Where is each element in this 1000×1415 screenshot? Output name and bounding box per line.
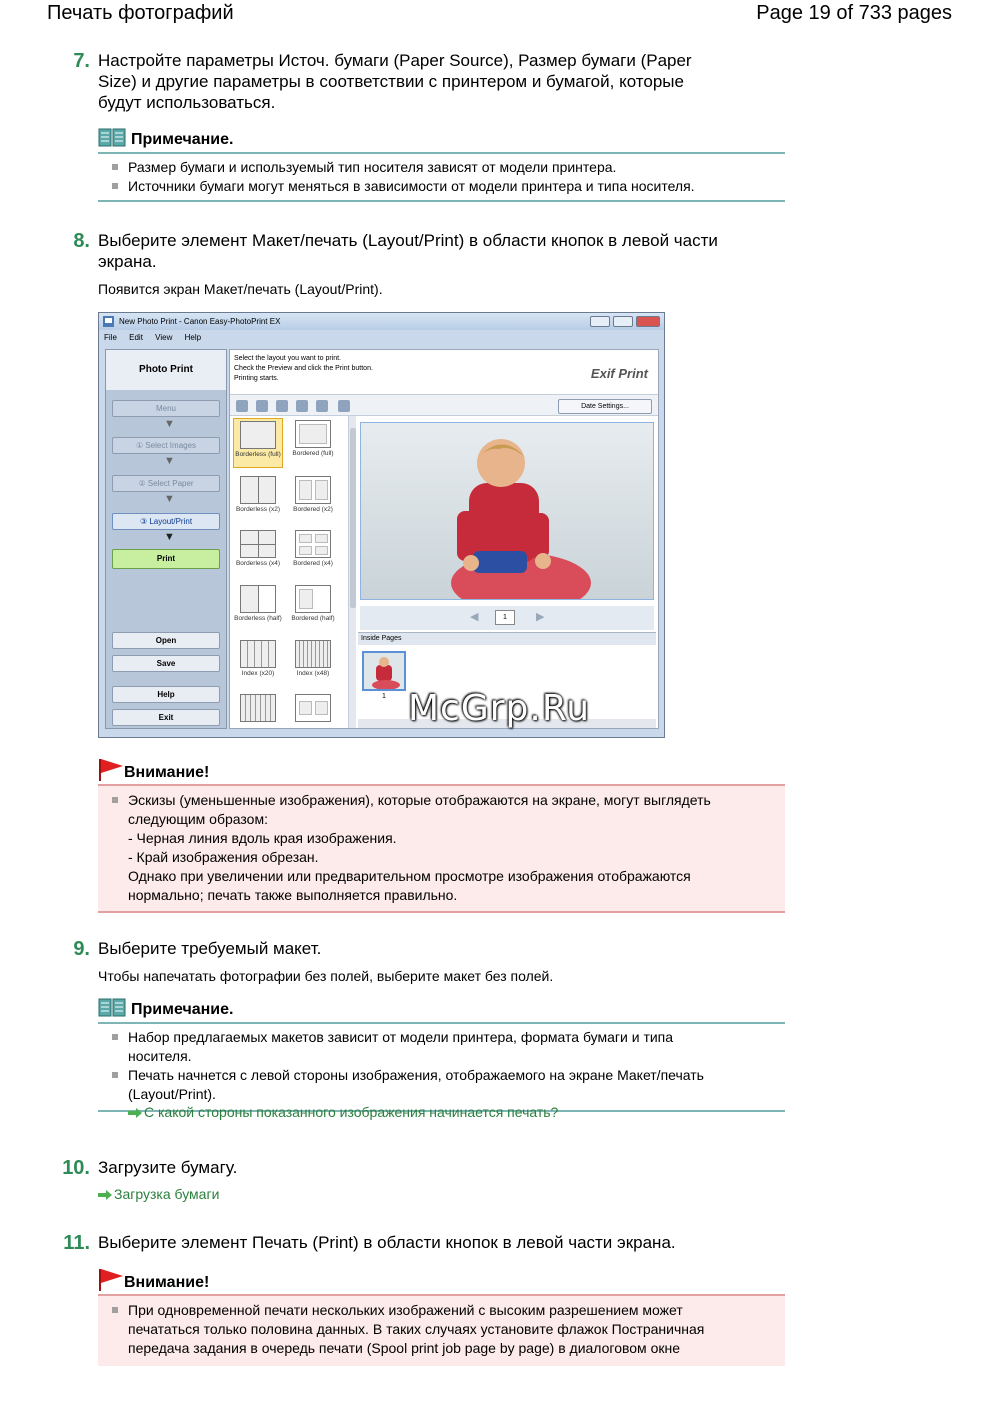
page-number: 1 (495, 610, 515, 625)
arrow-down-icon: ▼ (164, 531, 175, 543)
note-box (98, 998, 785, 1120)
print-side-link[interactable] (128, 1104, 558, 1120)
layout-label: Borderless (x2) (235, 506, 281, 513)
note-line: носителя. (128, 1048, 192, 1064)
correct-image-icon[interactable] (296, 400, 308, 412)
layout-bordered-x4[interactable] (288, 528, 338, 568)
note-line: (Layout/Print). (128, 1086, 216, 1102)
layout-label: Borderless (half) (234, 615, 282, 622)
inside-pages-label: Inside Pages (358, 633, 656, 645)
note-title: Примечание. (131, 1001, 234, 1018)
open-button[interactable]: Open (112, 632, 220, 649)
layout-label: Borderless (full) (235, 451, 281, 458)
layout-thumbnail (240, 476, 276, 504)
note-body (98, 154, 785, 202)
layout-bordered-x2[interactable] (288, 474, 338, 514)
link-text[interactable]: Загрузка бумаги (114, 1186, 220, 1202)
enhance-icon[interactable] (316, 400, 328, 412)
note-item (128, 1028, 785, 1066)
scrollbar-thumb[interactable] (350, 428, 356, 608)
layout-index-x20[interactable] (233, 638, 283, 678)
maximize-button[interactable] (613, 316, 633, 327)
layout-thumbnail (240, 530, 276, 558)
warning-line: При одновременной печати нескольких изображений с высоким разрешением может (128, 1302, 683, 1318)
exif-print-logo: Exif Print (590, 366, 648, 381)
preview-pager (360, 606, 654, 630)
layout-bordered-full[interactable] (288, 418, 338, 458)
photo-preview (360, 422, 654, 600)
layout-thumbnail (295, 640, 331, 668)
book-icon (98, 998, 126, 1018)
step-8-number: 8. (73, 230, 90, 252)
note-box (98, 128, 785, 202)
app-screenshot-window (98, 312, 665, 738)
layout-borderless-x4[interactable] (233, 528, 283, 568)
print-button[interactable]: Print (112, 549, 220, 569)
warning-body (98, 786, 785, 913)
step-7-text (98, 50, 778, 113)
step-10-text: Загрузите бумагу. (98, 1158, 238, 1177)
warning-body (98, 1296, 785, 1366)
menu-help[interactable]: Help (184, 333, 202, 342)
step-7-number: 7. (73, 50, 90, 72)
layout-more[interactable] (288, 692, 338, 724)
page-header-title: Печать фотографий (47, 2, 234, 24)
step-8-text (98, 230, 788, 272)
step-8-line: Выберите элемент Макет/печать (Layout/Print) в области кнопок в левой части (98, 231, 718, 250)
step-9-number: 9. (73, 938, 90, 960)
left-button-panel (105, 349, 227, 729)
prev-page-icon[interactable]: ◀ (470, 611, 479, 623)
layout-scrollbar[interactable] (348, 416, 356, 728)
warning-line: - Черная линия вдоль края изображения. (128, 830, 397, 846)
layout-thumbnail (295, 585, 331, 613)
layout-thumbnail (240, 421, 276, 449)
layout-index-x48[interactable] (288, 638, 338, 678)
load-paper-link[interactable] (98, 1186, 219, 1202)
warning-line: Эскизы (уменьшенные изображения), которые отображаются на экране, могут выглядеть (128, 792, 711, 808)
warning-line: печататься только половина данных. В таких случаях установите флажок Постраничная (128, 1321, 705, 1337)
warning-line: Однако при увеличении или предварительном просмотре изображения отображаются (128, 868, 691, 884)
arrow-down-icon: ▼ (164, 418, 175, 430)
red-flag-icon (98, 758, 124, 782)
note-line: Набор предлагаемых макетов зависит от модели принтера, формата бумаги и типа (128, 1029, 674, 1045)
panel-title: Photo Print (106, 350, 226, 390)
layout-bordered-half[interactable] (288, 583, 338, 623)
warning-box (98, 1268, 785, 1366)
thumbnail-photo (364, 653, 404, 689)
arrow-down-icon: ▼ (164, 493, 175, 505)
arrow-right-icon (98, 1190, 112, 1200)
instruction-line: Select the layout you want to print. (234, 355, 342, 362)
step-8-subtext: Появится экран Макет/печать (Layout/Print). (98, 281, 383, 297)
select-images-button[interactable]: ① Select Images (112, 437, 220, 454)
layout-main-area (229, 349, 659, 729)
layout-label: Borderless (x4) (235, 560, 281, 567)
next-page-icon[interactable]: ▶ (536, 611, 545, 623)
page-thumbnail[interactable] (362, 651, 406, 691)
crop-icon[interactable] (276, 400, 288, 412)
instructions (234, 354, 373, 384)
warning-line: передача задания в очередь печати (Spool print job page by page) в диалоговом окне (128, 1340, 681, 1356)
note-item (128, 1066, 785, 1104)
warning-item (128, 1301, 785, 1358)
layout-borderless-full[interactable] (233, 418, 283, 468)
book-icon (98, 128, 126, 148)
instruction-line: Check the Preview and click the Print button. (234, 365, 373, 372)
layout-label: Bordered (x4) (293, 560, 333, 567)
note-item: Размер бумаги и используемый тип носителя зависят от модели принтера. (128, 158, 785, 177)
menu-button[interactable]: Menu (112, 400, 220, 417)
step-7-line: Настройте параметры Источ. бумаги (Paper Source), Размер бумаги (Paper (98, 51, 692, 70)
layout-thumbnail (295, 476, 331, 504)
close-button[interactable] (636, 316, 660, 327)
layout-thumbnail (240, 694, 276, 722)
step-8-line: экрана. (98, 252, 157, 271)
layout-print-button[interactable]: ③ Layout/Print (112, 513, 220, 530)
step-11-text: Выберите элемент Печать (Print) в области кнопок в левой части экрана. (98, 1233, 676, 1252)
layout-more[interactable] (233, 692, 283, 724)
note-header (98, 128, 785, 154)
menu-view[interactable]: View (155, 333, 173, 342)
note-header (98, 998, 785, 1024)
layout-borderless-x2[interactable] (233, 474, 283, 514)
date-settings-button[interactable]: Date Settings... (558, 399, 652, 414)
rotate-right-icon[interactable] (256, 400, 268, 412)
select-paper-button[interactable]: ② Select Paper (112, 475, 220, 492)
layout-label: Bordered (full) (292, 450, 334, 457)
step-9-subtext: Чтобы напечатать фотографии без полей, выберите макет без полей. (98, 968, 554, 984)
photo-boy-on-beach (361, 423, 654, 600)
minimize-button[interactable] (590, 316, 610, 327)
step-7-line: будут использоваться. (98, 93, 276, 112)
layout-label: Index (x20) (241, 670, 275, 677)
layout-label: Index (x48) (296, 670, 330, 677)
layout-list (230, 416, 348, 728)
note-item: Источники бумаги могут меняться в зависимости от модели принтера и типа носителя. (128, 177, 785, 196)
warning-item (128, 791, 785, 905)
warning-title: Внимание! (124, 764, 210, 781)
watermark: McGrp.Ru (408, 688, 591, 729)
step-11-number: 11. (63, 1232, 90, 1254)
menu-bar (104, 333, 211, 342)
note-line: Печать начнется с левой стороны изображения, отображаемого на экране Макет/печать (128, 1067, 704, 1083)
window-titlebar (99, 313, 664, 330)
layout-label: Bordered (half) (291, 615, 335, 622)
step-9-text: Выберите требуемый макет. (98, 939, 322, 958)
layout-thumbnail (240, 585, 276, 613)
toolbar (230, 394, 658, 416)
menu-file[interactable]: File (104, 333, 117, 342)
menu-edit[interactable]: Edit (129, 333, 143, 342)
help-button[interactable]: Help (112, 686, 220, 703)
warning-box (98, 758, 785, 913)
layout-thumbnail (295, 420, 331, 448)
window-title: New Photo Print - Canon Easy-PhotoPrint EX (119, 317, 281, 326)
note-title: Примечание. (131, 131, 234, 148)
warning-title: Внимание! (124, 1274, 210, 1291)
warning-line: следующим образом: (128, 811, 268, 827)
red-flag-icon (98, 1268, 124, 1292)
warning-header (98, 1268, 785, 1296)
note-body (98, 1024, 785, 1120)
layout-thumbnail (295, 530, 331, 558)
arrow-down-icon: ▼ (164, 455, 175, 467)
layout-borderless-half[interactable] (233, 583, 283, 623)
step-10-number: 10. (62, 1157, 90, 1179)
rotate-left-icon[interactable] (236, 400, 248, 412)
layout-label: Bordered (x2) (293, 506, 333, 513)
arrow-right-icon (128, 1108, 142, 1118)
instruction-line: Printing starts. (234, 375, 279, 382)
warning-line: нормально; печать также выполняется правильно. (128, 887, 458, 903)
page-counter: Page 19 of 733 pages (756, 2, 952, 24)
warning-line: - Край изображения обрезан. (128, 849, 319, 865)
layout-thumbnail (240, 640, 276, 668)
warning-header (98, 758, 785, 786)
step-7-line: Size) и другие параметры в соответствии с принтером и бумагой, которые (98, 72, 684, 91)
layout-settings-icon[interactable] (338, 400, 350, 412)
link-text[interactable]: С какой стороны показанного изображения начинается печать? (144, 1104, 559, 1120)
save-button[interactable]: Save (112, 655, 220, 672)
exit-button[interactable]: Exit (112, 709, 220, 726)
thumbnail-number: 1 (382, 693, 386, 700)
app-icon (103, 316, 114, 327)
layout-thumbnail (295, 694, 331, 722)
